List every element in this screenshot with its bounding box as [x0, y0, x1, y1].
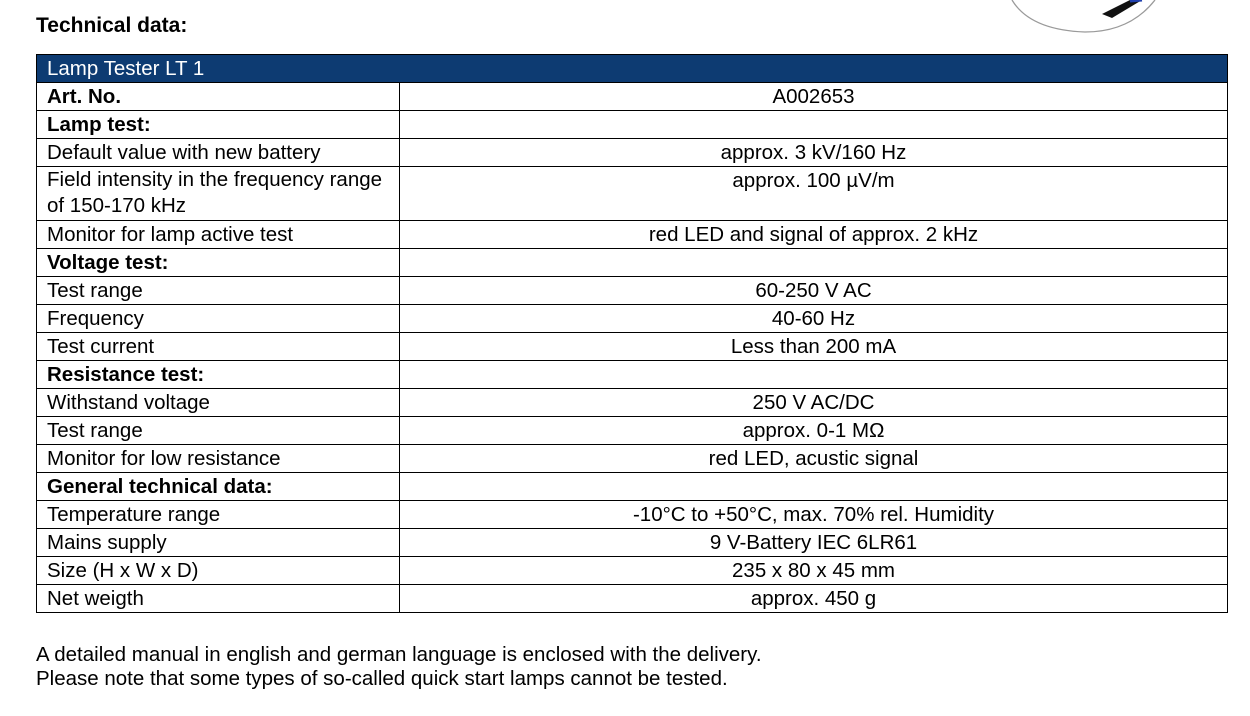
row-value: red LED, acustic signal: [400, 445, 1228, 473]
table-header-row: [37, 55, 1228, 83]
table-row: [37, 389, 1228, 417]
row-value: approx. 3 kV/160 Hz: [400, 139, 1228, 167]
section-row-resistance-test: [37, 361, 1228, 389]
row-value: 40-60 Hz: [400, 305, 1228, 333]
product-image-fragment: [990, 0, 1190, 40]
section-empty-cell: [400, 249, 1228, 277]
row-value: 9 V-Battery IEC 6LR61: [400, 529, 1228, 557]
row-label: Default value with new battery: [37, 139, 400, 167]
row-label: Test range: [37, 277, 400, 305]
section-title-resistance-test: Resistance test:: [37, 361, 400, 389]
row-label: Withstand voltage: [37, 389, 400, 417]
table-row: [37, 139, 1228, 167]
table-row: [37, 221, 1228, 249]
row-label: Frequency: [37, 305, 400, 333]
row-value: Less than 200 mA: [400, 333, 1228, 361]
row-value: -10°C to +50°C, max. 70% rel. Humidity: [400, 501, 1228, 529]
section-title-lamp-test: Lamp test:: [37, 111, 400, 139]
row-value: 60-250 V AC: [400, 277, 1228, 305]
row-value: 235 x 80 x 45 mm: [400, 557, 1228, 585]
section-row-lamp-test: [37, 111, 1228, 139]
table-row: [37, 529, 1228, 557]
row-value: 250 V AC/DC: [400, 389, 1228, 417]
row-value: approx. 0-1 MΩ: [400, 417, 1228, 445]
section-title-voltage-test: Voltage test:: [37, 249, 400, 277]
table-row: [37, 333, 1228, 361]
row-value: approx. 100 µV/m: [400, 167, 1228, 221]
art-no-row: [37, 83, 1228, 111]
row-label: Field intensity in the frequency range of 150-170 kHz: [37, 167, 400, 221]
row-value: red LED and signal of approx. 2 kHz: [400, 221, 1228, 249]
table-row: [37, 501, 1228, 529]
section-title-general-technical-data: General technical data:: [37, 473, 400, 501]
table-row: [37, 167, 1228, 221]
art-no-label: Art. No.: [37, 83, 400, 111]
table-row: [37, 585, 1228, 613]
note-line: Please note that some types of so-called quick start lamps cannot be tested.: [36, 667, 728, 690]
product-name: Lamp Tester LT 1: [37, 55, 1228, 83]
row-label: Test current: [37, 333, 400, 361]
row-label: Monitor for lamp active test: [37, 221, 400, 249]
note-line: A detailed manual in english and german language is enclosed with the delivery.: [36, 643, 762, 666]
technical-data-table: [36, 54, 1228, 613]
row-label: Test range: [37, 417, 400, 445]
row-label: Temperature range: [37, 501, 400, 529]
section-title: Technical data:: [36, 14, 188, 37]
section-empty-cell: [400, 111, 1228, 139]
section-row-general-technical-data: [37, 473, 1228, 501]
footnote: [36, 643, 762, 691]
row-label: Size (H x W x D): [37, 557, 400, 585]
table-row: [37, 305, 1228, 333]
art-no-value: A002653: [400, 83, 1228, 111]
section-row-voltage-test: [37, 249, 1228, 277]
table-row: [37, 417, 1228, 445]
section-empty-cell: [400, 473, 1228, 501]
row-label: Net weigth: [37, 585, 400, 613]
table-row: [37, 445, 1228, 473]
row-label: Monitor for low resistance: [37, 445, 400, 473]
table-row: [37, 557, 1228, 585]
lamp-tester-image: [990, 0, 1190, 40]
section-empty-cell: [400, 361, 1228, 389]
row-value: approx. 450 g: [400, 585, 1228, 613]
row-label: Mains supply: [37, 529, 400, 557]
table-row: [37, 277, 1228, 305]
